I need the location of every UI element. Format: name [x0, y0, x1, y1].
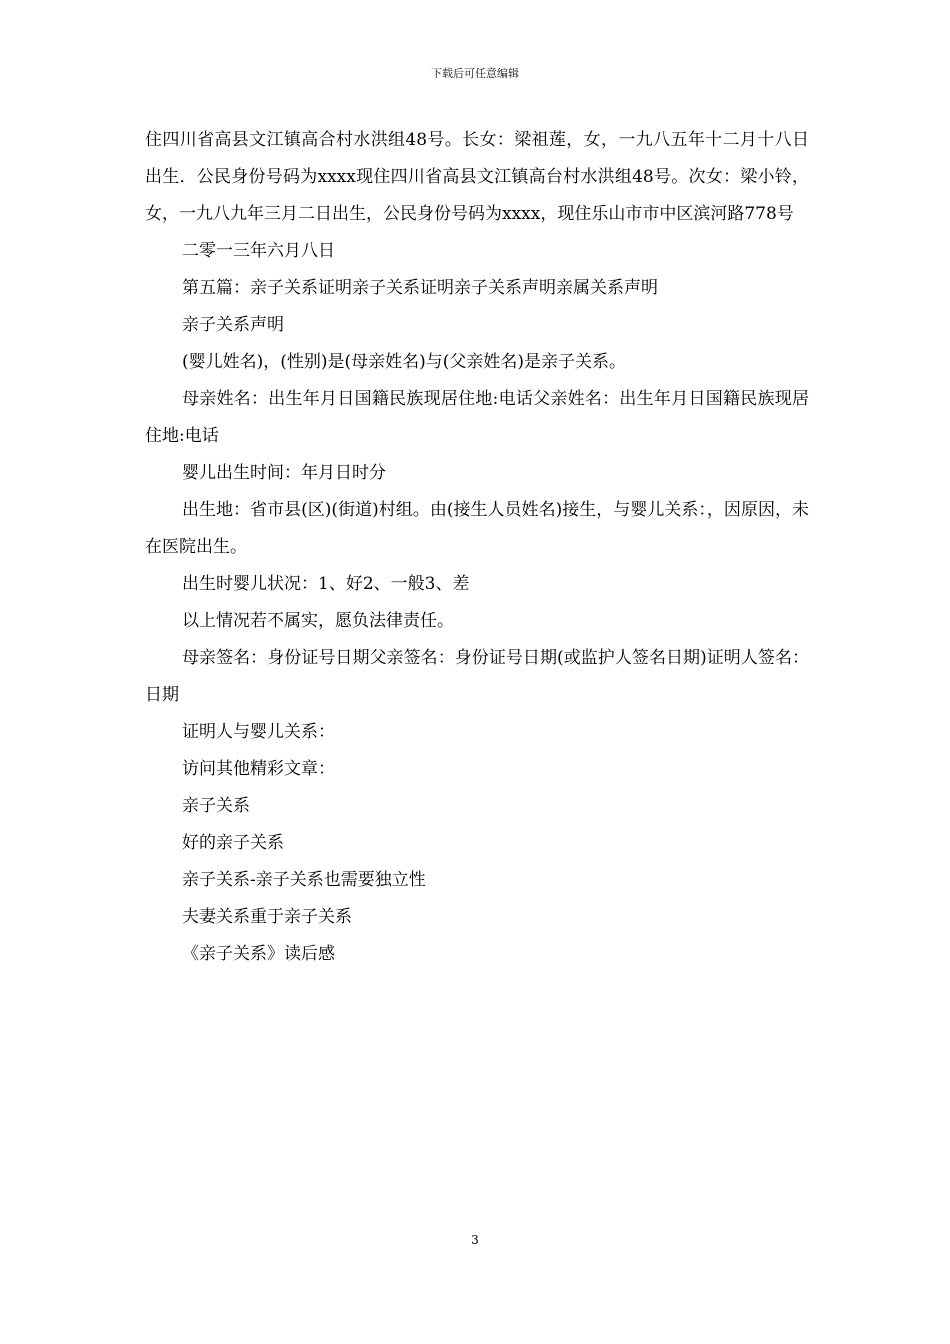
- paragraph-relationship-statement: (婴儿姓名)，(性别)是(母亲姓名)与(父亲姓名)是亲子关系。: [182, 352, 627, 372]
- paragraph-birth-time: 婴儿出生时间：年月日时分: [182, 463, 386, 483]
- paragraph-declaration-title: 亲子关系声明: [182, 315, 284, 335]
- related-article-item: 亲子关系-亲子关系也需要独立性: [182, 870, 426, 890]
- paragraph-birth-place: 出生地：省市县(区)(街道)村组。由(接生人员姓名)接生，与婴儿关系：，因原因，未在医院出生。: [145, 500, 809, 557]
- paragraph-parents-info: 母亲姓名：出生年月日国籍民族现居住地:电话父亲姓名：出生年月日国籍民族现居住地:电话: [145, 389, 809, 446]
- page-header: 下载后可任意编辑: [431, 67, 519, 80]
- paragraph-infant-condition: 出生时婴儿状况：1、好2、一般3、差: [182, 574, 470, 594]
- paragraph-date: 二零一三年六月八日: [182, 241, 335, 261]
- paragraph-legal-responsibility: 以上情况若不属实，愿负法律责任。: [182, 611, 454, 631]
- paragraph-section-title: 第五篇：亲子关系证明亲子关系证明亲子关系声明亲属关系声明: [182, 278, 658, 298]
- document-body: [145, 122, 809, 973]
- related-article-item: 《亲子关系》读后感: [182, 944, 335, 964]
- paragraph-related-articles-heading: 访问其他精彩文章：: [182, 759, 335, 779]
- page-number: 3: [471, 1233, 479, 1247]
- related-article-item: 夫妻关系重于亲子关系: [182, 907, 352, 927]
- paragraph-residence-continuation: 住四川省高县文江镇高合村水洪组48号。长女：梁祖莲，女，一九八五年十二月十八日出生．公民身份号码为xxxx现住四川省高县文江镇高台村水洪组48号。次女：梁小铃，女，一九八九年三月二日出生，公民身份号码为xxxx，现住乐山市市中区滨河路778号: [145, 130, 809, 224]
- related-article-item: 好的亲子关系: [182, 833, 284, 853]
- paragraph-signatures: 母亲签名：身份证号日期父亲签名：身份证号日期(或监护人签名日期)证明人签名：日期: [145, 648, 809, 705]
- paragraph-witness-relationship: 证明人与婴儿关系：: [182, 722, 335, 742]
- related-article-item: 亲子关系: [182, 796, 250, 816]
